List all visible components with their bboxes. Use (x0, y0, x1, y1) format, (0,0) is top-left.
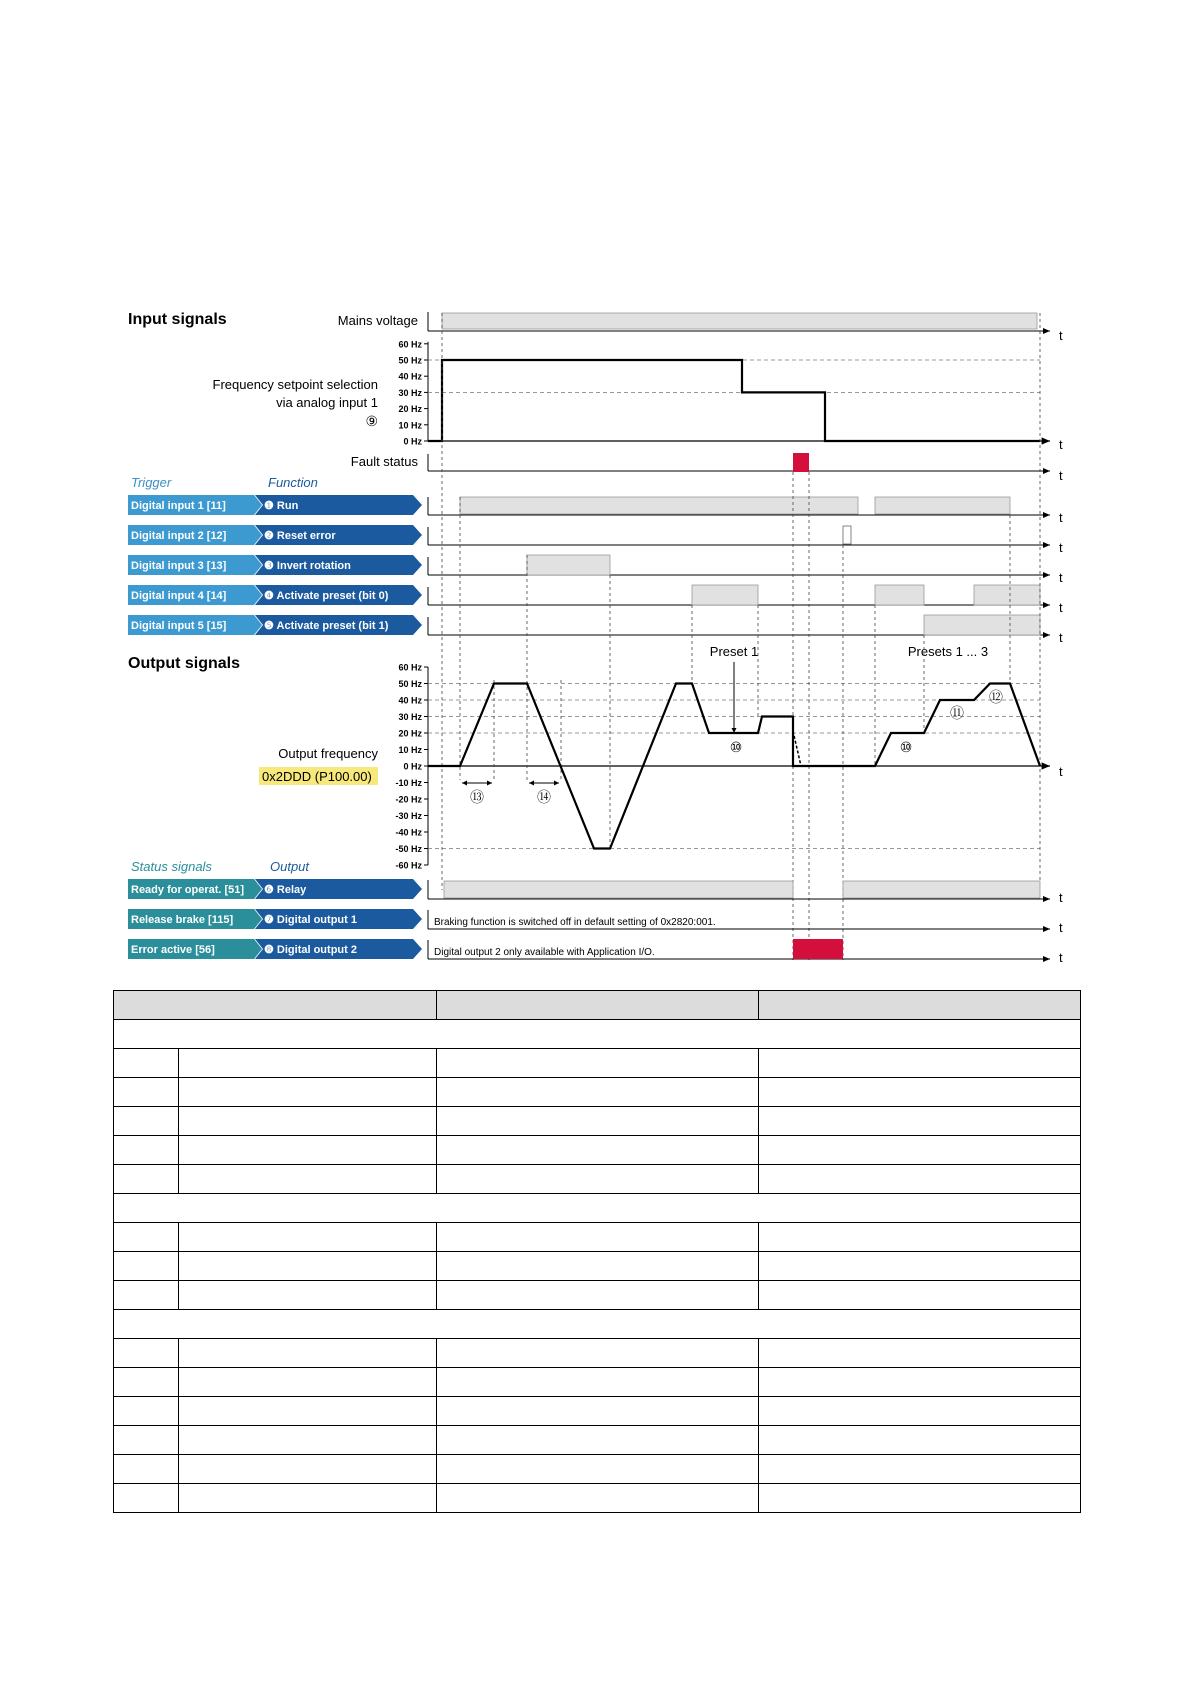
output-tick-label: 50 Hz (398, 679, 422, 689)
function-label-2: ❷ Reset error (264, 530, 336, 542)
reset-pulse (843, 526, 851, 544)
output-header: Output (270, 859, 310, 874)
marker-13: ⑬ (470, 789, 484, 805)
svg-text:t: t (1059, 920, 1063, 935)
timing-guides (442, 313, 1040, 960)
setpoint-y-axis (398, 339, 428, 446)
function-header: Function (268, 475, 318, 490)
table-section-row (114, 1194, 1081, 1223)
output-tick-label: -40 Hz (395, 827, 422, 838)
table-section-row (114, 1310, 1081, 1339)
preset1-label: Preset 1 (709, 644, 759, 659)
output-tick-label: -30 Hz (395, 811, 422, 821)
preset-bit0-bar-2 (875, 585, 924, 605)
status-row-3 (128, 939, 1050, 959)
output-signals-title: Output signals (128, 655, 240, 672)
table-row (114, 1368, 1081, 1397)
output-tick-label: 40 Hz (398, 695, 422, 706)
marker-10b: ⑩ (899, 739, 913, 755)
svg-text:t: t (1059, 950, 1063, 965)
table-row (114, 1484, 1081, 1513)
marker-12: ⑫ (989, 689, 1003, 705)
output-tick-label: 60 Hz (398, 662, 422, 673)
setpoint-tick-label: 40 Hz (398, 371, 422, 382)
setpoint-tick-label: 60 Hz (398, 339, 422, 350)
setpoint-label-1: Frequency setpoint selection (212, 377, 378, 392)
run-bar-1 (460, 497, 858, 514)
trigger-label-1: Digital input 1 [11] (131, 500, 226, 512)
coast-down-dashed (793, 731, 801, 766)
setpoint-label-2: via analog input 1 (276, 395, 378, 410)
preset-bit0-bar-3 (974, 585, 1040, 605)
table-row (114, 1049, 1081, 1078)
time-axis-labels (1059, 328, 1063, 965)
table-row (114, 1455, 1081, 1484)
fault-status-label: Fault status (350, 454, 418, 469)
marker-10a: ⑩ (729, 739, 743, 755)
trigger-label-5: Digital input 5 [15] (131, 620, 227, 632)
status-row-2 (128, 909, 1050, 929)
table-row (114, 1136, 1081, 1165)
output-tick-label: -10 Hz (395, 778, 422, 788)
output-y-axis (395, 663, 428, 871)
svg-text:t: t (1059, 764, 1063, 779)
svg-text:t: t (1059, 890, 1063, 905)
relay-bar-2 (843, 881, 1040, 898)
status-header: Status signals (131, 859, 212, 874)
presets-label: Presets 1 ... 3 (907, 644, 989, 659)
setpoint-tick-label: 10 Hz (398, 420, 422, 431)
svg-text:t: t (1059, 328, 1063, 343)
table-row (114, 1252, 1081, 1281)
preset-bit1-bar (924, 615, 1040, 635)
output-tick-label: 0 Hz (403, 761, 422, 772)
setpoint-tick-label: 0 Hz (403, 436, 422, 447)
table-section-row (114, 1020, 1081, 1049)
error-active-bar (793, 939, 843, 959)
output-frequency-param: 0x2DDD (P100.00) (262, 769, 372, 784)
trigger-header: Trigger (131, 475, 172, 490)
function-label-4: ❹ Activate preset (bit 0) (264, 590, 389, 602)
svg-text:t: t (1059, 437, 1063, 452)
output-tick-label: -20 Hz (395, 794, 422, 805)
output-label-3: ❽ Digital output 2 (264, 944, 357, 956)
trigger-row-5 (128, 615, 1050, 635)
table-row (114, 1426, 1081, 1455)
status-label-1: Ready for operat. [51] (131, 884, 245, 896)
table-row (114, 1078, 1081, 1107)
svg-text:t: t (1059, 630, 1063, 645)
svg-text:t: t (1059, 468, 1063, 483)
output-frequency-label: Output frequency (278, 746, 378, 761)
svg-text:t: t (1059, 540, 1063, 555)
output-tick-label: 30 Hz (398, 712, 422, 722)
setpoint-tick-label: 20 Hz (398, 404, 422, 415)
svg-text:t: t (1059, 570, 1063, 585)
table-row (114, 1339, 1081, 1368)
table-row (114, 1397, 1081, 1426)
trigger-row-2 (128, 525, 1050, 545)
trigger-row-1 (128, 495, 1050, 515)
trigger-label-2: Digital input 2 [12] (131, 530, 227, 542)
trigger-row-3 (128, 555, 1050, 575)
setpoint-tick-label: 30 Hz (398, 387, 422, 398)
status-label-2: Release brake [115] (131, 914, 234, 926)
output-label-1: ❻ Relay (264, 884, 307, 896)
preset-bit0-bar-1 (692, 585, 758, 605)
trigger-label-4: Digital input 4 [14] (131, 590, 227, 602)
trigger-label-3: Digital input 3 [13] (131, 560, 227, 572)
invert-bar (527, 555, 610, 575)
run-bar-2 (875, 497, 1010, 514)
status-row-1 (128, 879, 1050, 899)
output-tick-label: 20 Hz (398, 728, 422, 739)
svg-text:t: t (1059, 600, 1063, 615)
setpoint-marker-9: ⑨ (365, 413, 378, 429)
setpoint-series-line (428, 360, 1040, 441)
table-row (114, 1165, 1081, 1194)
legend-table (113, 990, 1081, 1513)
svg-text:t: t (1059, 510, 1063, 525)
output-tick-label: 10 Hz (398, 745, 422, 755)
output-tick-label: -60 Hz (395, 860, 422, 871)
setpoint-tick-label: 50 Hz (398, 355, 422, 366)
setpoint-gridlines (428, 360, 1040, 392)
relay-bar-1 (444, 881, 793, 898)
fault-bar (793, 453, 809, 472)
status-label-3: Error active [56] (131, 944, 215, 956)
table-row (114, 1107, 1081, 1136)
mains-bar (442, 313, 1037, 329)
table-header-row (114, 991, 1081, 1020)
function-label-1: ❶ Run (264, 500, 299, 512)
output-tick-label: -50 Hz (395, 844, 422, 854)
function-label-5: ❺ Activate preset (bit 1) (264, 620, 389, 632)
table-row (114, 1281, 1081, 1310)
input-signals-title: Input signals (128, 311, 227, 328)
output-label-2: ❼ Digital output 1 (264, 914, 357, 926)
do2-note: Digital output 2 only available with Application I/O. (434, 947, 655, 958)
marker-11: ⑪ (950, 705, 964, 721)
function-label-3: ❸ Invert rotation (264, 560, 351, 572)
marker-14: ⑭ (537, 789, 551, 805)
brake-note: Braking function is switched off in default setting of 0x2820:001. (434, 917, 716, 928)
table-row (114, 1223, 1081, 1252)
mains-voltage-label: Mains voltage (337, 313, 418, 328)
trigger-row-4 (128, 585, 1050, 605)
